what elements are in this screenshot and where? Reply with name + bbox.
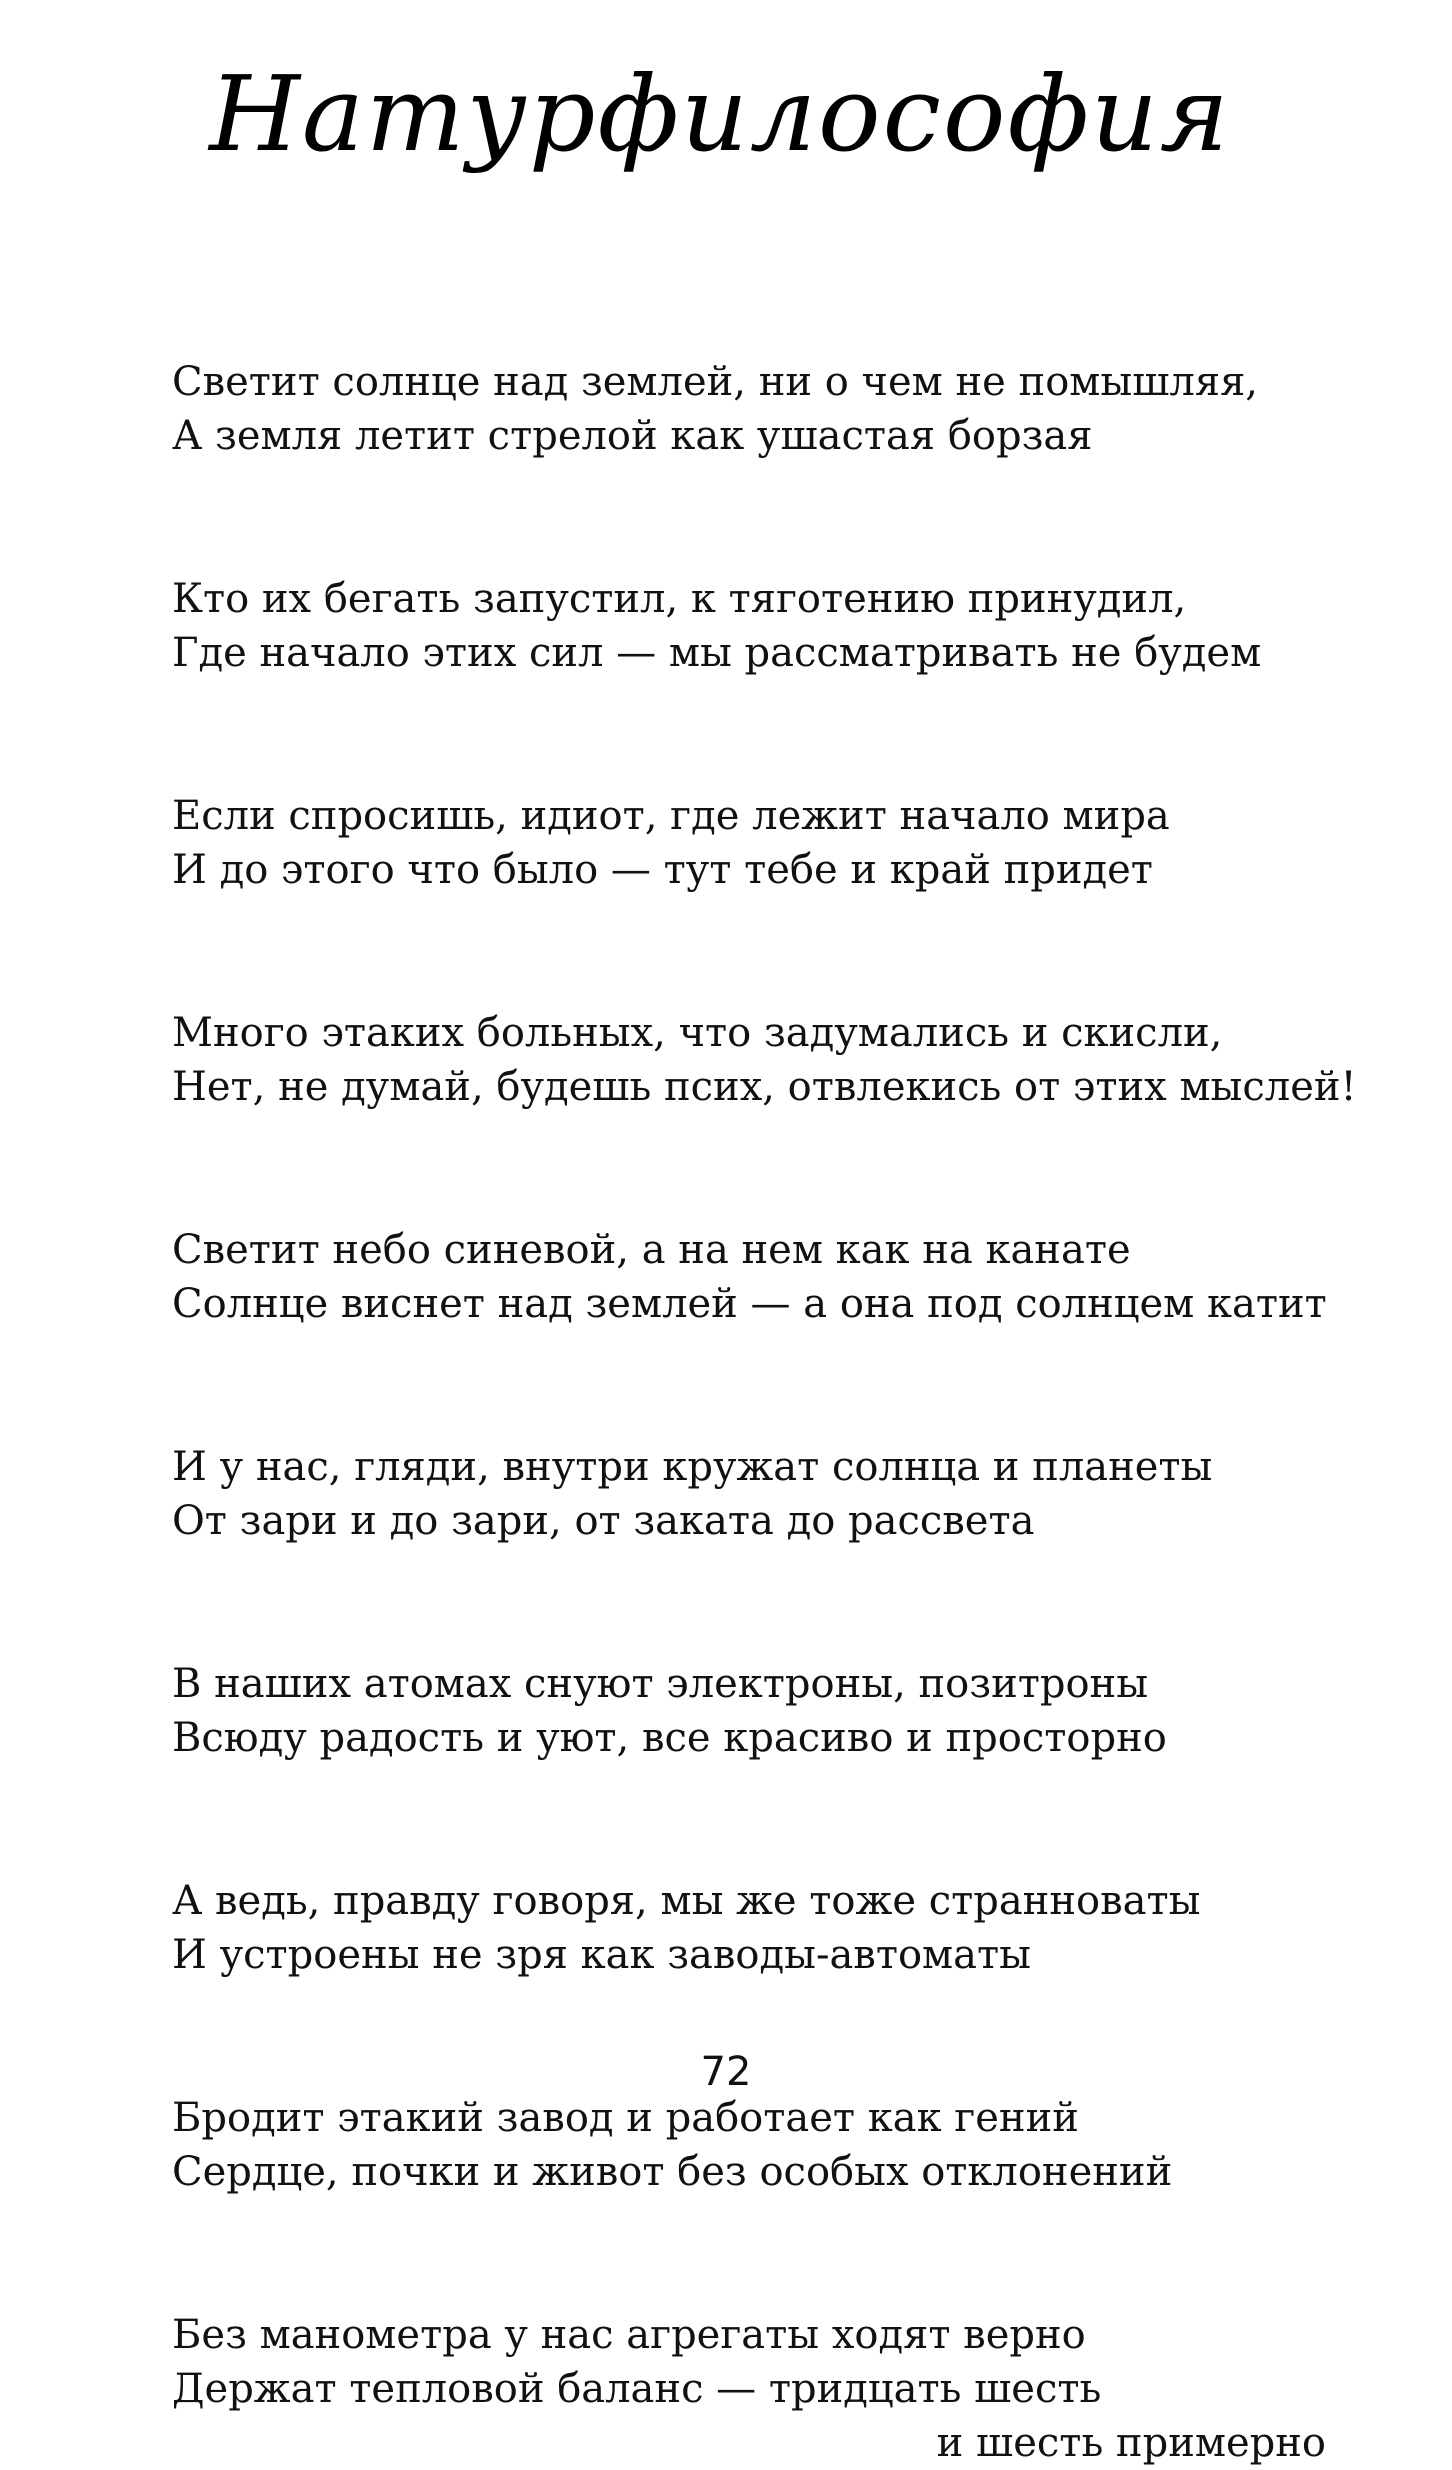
poem-line: Солнце виснет над землей — а она под солнцем катит <box>172 1281 1327 1327</box>
page-number: 72 <box>700 2049 752 2095</box>
poem-line: Сердце, почки и живот без особых отклонений <box>172 2149 1173 2195</box>
poem-line: Нет, не думай, будешь псих, отвлекись от этих мыслей! <box>172 1064 1357 1110</box>
poem-line: Всюду радость и уют, все красиво и просторно <box>172 1715 1167 1761</box>
poem-line: А земля летит стрелой как ушастая борзая <box>172 413 1093 459</box>
stanza-5 <box>172 1223 1352 1331</box>
poem-line: Бродит этакий завод и работает как гений <box>172 2095 1079 2141</box>
stanza-2 <box>172 572 1352 680</box>
poem-line: В наших атомах снуют электроны, позитроны <box>172 1661 1149 1707</box>
poem-body <box>172 355 1357 2470</box>
poem-line: Где начало этих сил — мы рассматривать не будем <box>172 630 1262 676</box>
poem-line: Светит небо синевой, а на нем как на канате <box>172 1227 1131 1273</box>
stanza-7 <box>172 1657 1352 1765</box>
stanza-3 <box>172 789 1352 897</box>
poem-line: Кто их бегать запустил, к тяготению принудил, <box>172 576 1187 622</box>
stanza-1 <box>172 355 1352 463</box>
poem-line: Держат тепловой баланс — тридцать шесть <box>172 2366 1102 2412</box>
stanza-4 <box>172 1006 1357 1114</box>
poem-line: А ведь, правду говоря, мы же тоже странноваты <box>172 1878 1201 1924</box>
poem-line: Без манометра у нас агрегаты ходят верно <box>172 2312 1086 2358</box>
poem-line: И до этого что было — тут тебе и край придет <box>172 847 1153 893</box>
stanza-9 <box>172 2091 1352 2199</box>
poem-title: Натурфилософия <box>209 53 1231 175</box>
poem-line: И у нас, гляди, внутри кружат солнца и планеты <box>172 1444 1213 1490</box>
poem-line: Много этаких больных, что задумались и скисли, <box>172 1010 1223 1056</box>
poem-line: От зари и до зари, от заката до рассвета <box>172 1498 1035 1544</box>
poem-line-continuation: и шесть примерно <box>936 2420 1326 2466</box>
stanza-10 <box>172 2308 1352 2470</box>
stanza-8 <box>172 1874 1352 1982</box>
poem-line: Если спросишь, идиот, где лежит начало мира <box>172 793 1170 839</box>
poem-line: И устроены не зря как заводы-автоматы <box>172 1932 1031 1978</box>
stanza-6 <box>172 1440 1352 1548</box>
poem-line: Светит солнце над землей, ни о чем не помышляя, <box>172 359 1259 405</box>
